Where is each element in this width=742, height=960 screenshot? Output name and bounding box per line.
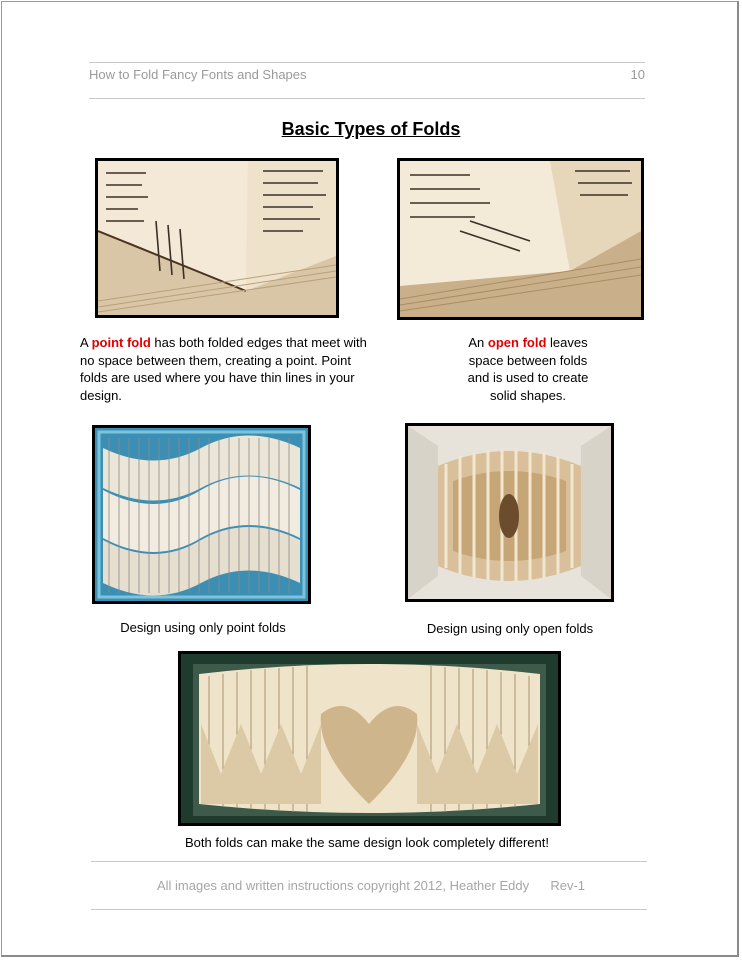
point-design-caption: Design using only point folds (120, 620, 286, 635)
footer-top-rule (91, 861, 647, 862)
both-folds-design-photo (178, 651, 561, 826)
footer-bottom-rule (91, 909, 647, 910)
header-page-number: 10 (630, 67, 645, 82)
header-title: How to Fold Fancy Fonts and Shapes (89, 67, 307, 82)
open-fold-photo (397, 158, 644, 320)
footer-revision: Rev-1 (550, 878, 586, 893)
point-fold-design-photo (92, 425, 311, 604)
both-folds-caption: Both folds can make the same design look completely different! (185, 835, 549, 850)
footer (0, 878, 742, 893)
point-fold-term: point fold (91, 335, 151, 350)
open-fold-caption-after: leaves space between folds and is used to create solid shapes. (467, 335, 589, 403)
point-fold-photo (95, 158, 339, 318)
point-fold-caption-after: has both folded edges that meet with no space between them, creating a point. Point folds are used where you have thin lines in your design. (80, 335, 367, 403)
point-fold-caption-before: A (80, 335, 92, 350)
open-design-caption: Design using only open folds (426, 621, 594, 636)
open-fold-term: open fold (487, 335, 547, 350)
footer-copyright: All images and written instructions copyright 2012, Heather Eddy (156, 878, 530, 893)
page-title: Basic Types of Folds (281, 119, 461, 139)
open-fold-design-photo (405, 423, 614, 602)
page-header (89, 62, 645, 99)
open-fold-caption (458, 334, 598, 404)
point-fold-caption (80, 334, 380, 404)
open-fold-caption-before: An (468, 335, 488, 350)
